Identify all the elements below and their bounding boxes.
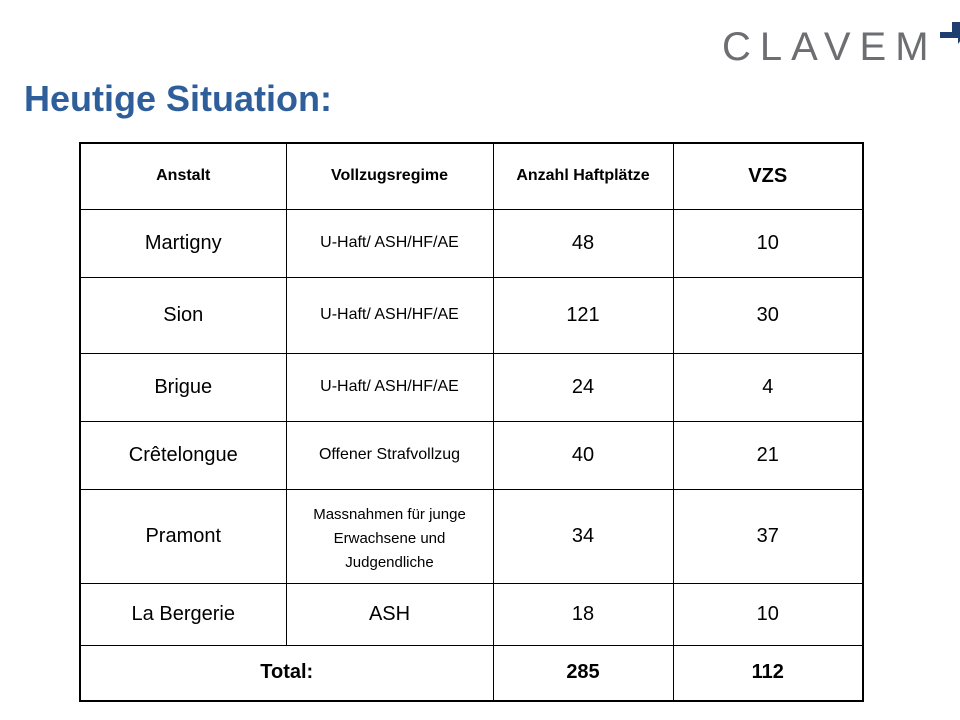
table-row	[80, 421, 863, 489]
cell-total-plaetze: 285	[493, 645, 673, 701]
cell-anstalt: Brigue	[80, 353, 286, 421]
logo-mark-icon	[940, 22, 960, 44]
cell-vzs: 30	[673, 277, 863, 353]
cell-anstalt: Pramont	[80, 489, 286, 583]
header-vzs: VZS	[673, 143, 863, 209]
situation-table	[79, 142, 864, 702]
table-total-row	[80, 645, 863, 701]
cell-vzs: 4	[673, 353, 863, 421]
table-header-row	[80, 143, 863, 209]
cell-anstalt: La Bergerie	[80, 583, 286, 645]
cell-vzs: 10	[673, 583, 863, 645]
logo-text: CLAVEM	[722, 25, 938, 69]
table-row	[80, 583, 863, 645]
cell-regime: Massnahmen für junge Erwachsene und Judgendliche	[286, 489, 493, 583]
cell-anstalt: Crêtelongue	[80, 421, 286, 489]
cell-regime: ASH	[286, 583, 493, 645]
cell-plaetze: 34	[493, 489, 673, 583]
cell-plaetze: 24	[493, 353, 673, 421]
cell-vzs: 10	[673, 209, 863, 277]
header-anstalt: Anstalt	[80, 143, 286, 209]
cell-vzs: 21	[673, 421, 863, 489]
cell-regime: U-Haft/ ASH/HF/AE	[286, 353, 493, 421]
table-row	[80, 489, 863, 583]
cell-total-vzs: 112	[673, 645, 863, 701]
table-row	[80, 353, 863, 421]
cell-plaetze: 48	[493, 209, 673, 277]
cell-regime: Offener Strafvollzug	[286, 421, 493, 489]
header-vollzugsregime: Vollzugsregime	[286, 143, 493, 209]
table-row	[80, 277, 863, 353]
cell-plaetze: 40	[493, 421, 673, 489]
cell-total-label: Total:	[80, 645, 493, 701]
cell-anstalt: Martigny	[80, 209, 286, 277]
cell-regime: U-Haft/ ASH/HF/AE	[286, 209, 493, 277]
cell-regime: U-Haft/ ASH/HF/AE	[286, 277, 493, 353]
table-row	[80, 209, 863, 277]
cell-plaetze: 18	[493, 583, 673, 645]
cell-anstalt: Sion	[80, 277, 286, 353]
cell-plaetze: 121	[493, 277, 673, 353]
clavem-logo	[722, 20, 960, 70]
header-anzahl-haftplaetze: Anzahl Haftplätze	[493, 143, 673, 209]
page-title: Heutige Situation:	[24, 78, 332, 119]
cell-vzs: 37	[673, 489, 863, 583]
